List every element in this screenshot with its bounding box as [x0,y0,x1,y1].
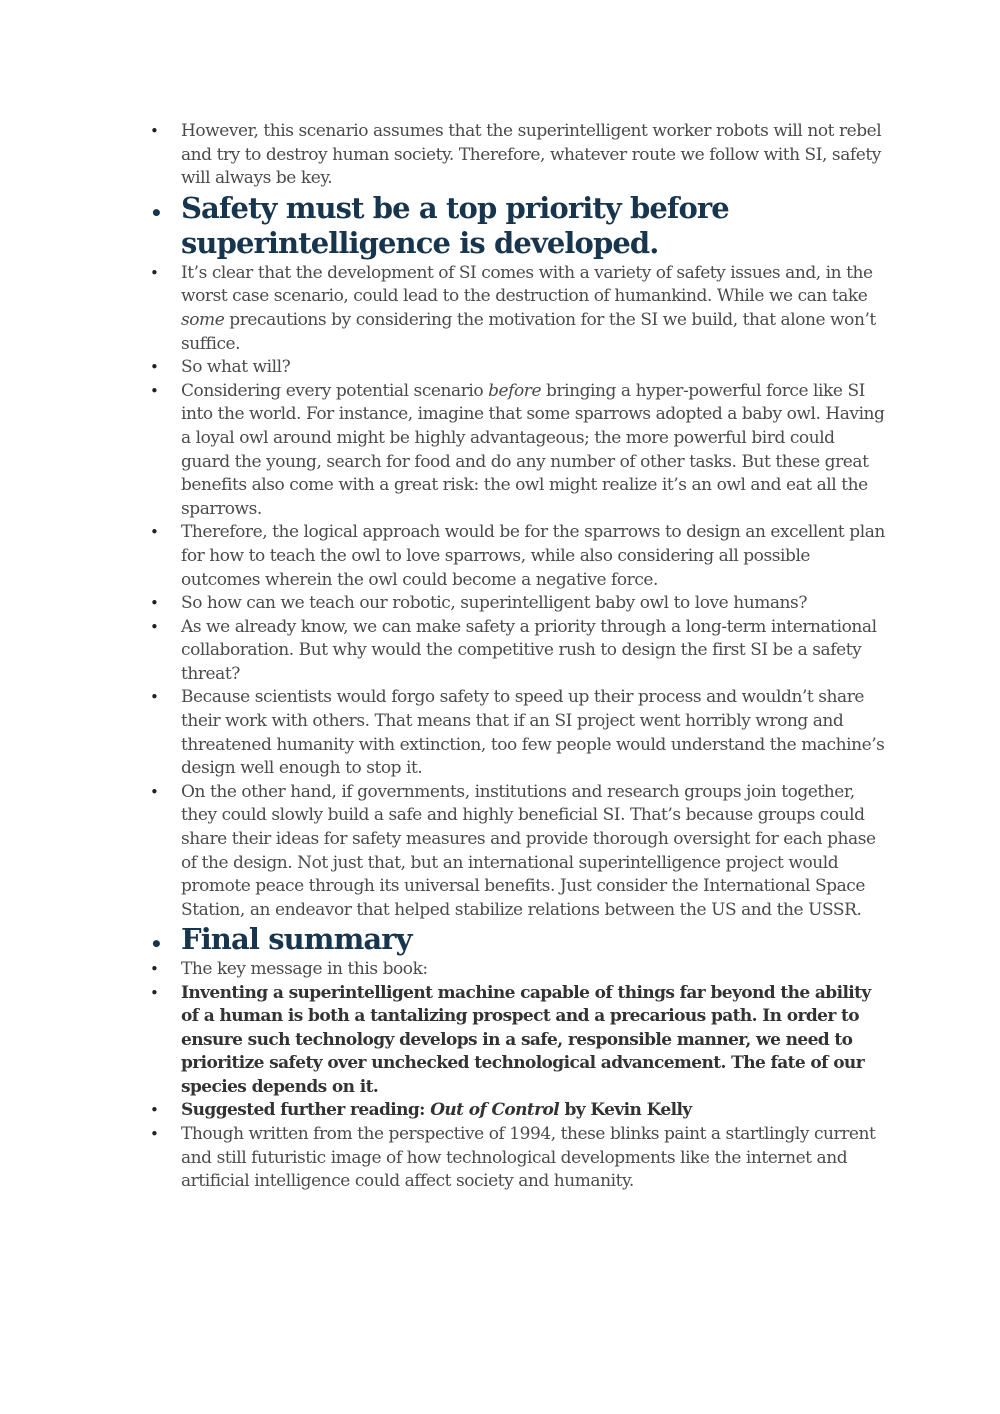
text-run: It’s clear that the development of SI comes with a variety of safety issues and, in the worst case scenario, could lead to the destruction of humankind. While we can take [181,262,873,307]
list-item-key-message [150,982,885,1100]
bullet-icon: • [150,688,159,707]
paragraph-text: As we already know, we can make safety a priority through a long-term international collaboration. But why would the competitive rush to design the first SI be a safety threat? [181,616,877,684]
section-heading: Final summary [181,922,412,957]
list-item [150,958,885,982]
bullet-icon: • [150,959,159,978]
paragraph-text: The key message in this book: [181,958,428,979]
emphasis-text: before [488,380,542,401]
paragraph-text: So how can we teach our robotic, superintelligent baby owl to love humans? [181,593,807,614]
key-message-text: Inventing a superintelligent machine capable of things far beyond the ability of a human is both a tantalizing prospect and a precarious path. In order to ensure such technology develops in a safe, responsible manner, we need to prioritize safety over unchecked technological advancement. The fate of our species depends on it. [181,982,871,1097]
list-item [150,380,885,522]
text-run: Suggested further reading: [181,1100,431,1121]
text-run: by Kevin Kelly [559,1100,692,1121]
bullet-icon: • [150,1101,159,1120]
list-item-heading [150,191,885,262]
bullet-icon: • [150,1125,159,1144]
list-item [150,521,885,592]
paragraph-text: However, this scenario assumes that the superintelligent worker robots will not rebel and try to destroy human society. Therefore, whatever route we follow with SI, safety will always be key. [181,121,882,189]
list-item [150,686,885,780]
list-item [150,120,885,191]
paragraph-text [181,381,885,519]
document-page [150,120,885,1194]
list-item [150,781,885,923]
text-run: Considering every potential scenario [181,380,489,401]
emphasis-text: some [181,309,225,330]
bullet-icon: • [150,122,159,140]
bullet-icon: • [150,381,159,400]
paragraph-text [181,263,876,354]
bullet-icon: • [150,523,159,542]
paragraph-text: Though written from the perspective of 1994, these blinks paint a startlingly current and still futuristic image of how technological developments like the internet and artificial intelligence could affect society and humanity. [181,1124,876,1192]
section-heading: Safety must be a top priority before superintelligence is developed. [181,190,729,261]
list-item [150,356,885,380]
bullet-icon: • [150,932,162,957]
list-item [150,1123,885,1194]
book-title: Out of Control [430,1100,560,1121]
list-item [150,616,885,687]
list-item [150,262,885,356]
list-item-further-reading [150,1099,885,1123]
paragraph-text: So what will? [181,357,291,378]
bullet-icon: • [150,594,159,613]
further-reading-text [181,1100,692,1120]
bullet-list [150,120,885,1194]
bullet-icon: • [150,617,159,636]
bullet-icon: • [150,200,162,225]
list-item-heading [150,922,885,958]
bullet-icon: • [150,263,159,282]
bullet-icon: • [150,983,159,1002]
paragraph-text: Therefore, the logical approach would be for the sparrows to design an excellent plan for how to teach the owl to love sparrows, while also considering all possible outcomes wherein the owl could become a negative force. [181,522,885,590]
paragraph-text: Because scientists would forgo safety to speed up their process and wouldn’t share their work with others. That means that if an SI project went horribly wrong and threatened humanity with extinction, too few people would understand the machine’s design well enough to stop it. [181,687,885,779]
list-item [150,592,885,616]
text-run: precautions by considering the motivation for the SI we build, that alone won’t suffice. [181,309,876,354]
text-run: bringing a hyper-powerful force like SI into the world. For instance, imagine that some sparrows adopted a baby owl. Having a loyal owl around might be highly advantageous; the more powerful bird could guard the young, search for food and do any number of other tasks. But these great benefits also come with a great risk: the owl might realize it’s an owl and eat all the sparrows. [181,380,885,519]
bullet-icon: • [150,358,159,377]
bullet-icon: • [150,782,159,801]
paragraph-text: On the other hand, if governments, institutions and research groups join together, they could slowly build a safe and highly beneficial SI. That’s because groups could share their ideas for safety measures and provide thorough oversight for each phase of the design. Not just that, but an international superintelligence project would promote peace through its universal benefits. Just consider the International Space Station, an endeavor that helped stabilize relations between the US and the USSR. [181,781,876,920]
